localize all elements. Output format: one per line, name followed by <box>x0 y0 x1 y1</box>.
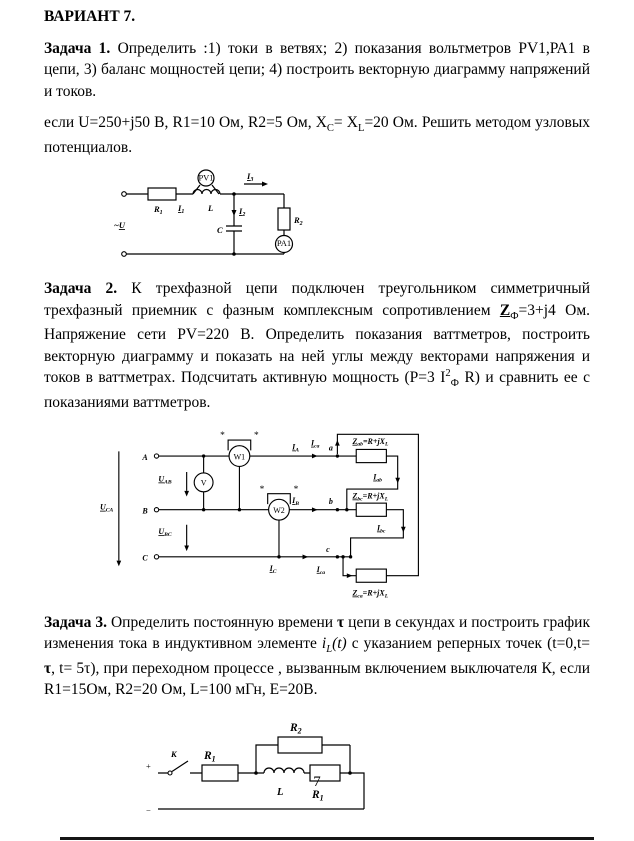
phase-lines <box>154 454 356 559</box>
wattmeter-w1 <box>220 431 259 510</box>
node-c-label: c <box>326 545 330 555</box>
wires <box>126 194 284 254</box>
z-ab-label: $Z_{ab}=R+jX_L$ <box>352 436 389 448</box>
task3-paragraph <box>44 612 590 701</box>
task1-circuit-diagram <box>114 164 314 268</box>
w2-star-icon: * <box>259 484 265 495</box>
ammeter-pa1 <box>276 236 293 253</box>
node-a-label: a <box>328 443 333 453</box>
r2-label: $R_2$ <box>290 721 302 736</box>
w1-label: W1 <box>233 452 246 462</box>
load-z-ab <box>356 450 386 463</box>
task3-body: Определить постоянную времени τ цепи в секундах и построить график изменения тока в индуктивном элементе $i_L(t)$ с указанием реперных точек (t=0,t= τ, t= 5τ), при переходном процессе , вызванным включением выключателя К, если R1=15Ом, R2=20 Ом, L=100 мГн, E=20В. <box>44 614 591 699</box>
line-current-arrows <box>303 454 318 560</box>
phase-c-label: C <box>142 553 148 563</box>
task1-params: если U=250+j50 В, R1=10 Ом, R2=5 Ом, $X_C= X_L=20$ Ом. Решить методом узловых потенциалов. <box>44 114 590 156</box>
pv1-label: PV1 <box>198 172 214 183</box>
task2-body: К трехфазной цепи подключен треугольником симметричный трехфазный приемник с фазным комплексным сопротивлением $Z_Ф=3+j4$ Ом. Напряжение сети PV=220 В. Определить показания ваттметров, построить векторную диаграмму и показать на ней углы между векторами напряжения и токов в ваттметрах. Подсчитать активную мощность (P=3 $I^2_Ф$ R) и сравнить ее с показаниями ваттметров. <box>44 280 591 411</box>
task1-heading: Задача 1. <box>44 40 111 57</box>
plus-terminal-label: + <box>146 760 151 771</box>
inductor-l <box>264 768 304 773</box>
w1-star-icon: * <box>254 431 259 442</box>
i-ca-top-label: $I_{ca}$ <box>311 438 320 450</box>
i-bc-label: $I_{bc}$ <box>376 523 386 535</box>
r1-label: $R_1$ <box>154 204 163 217</box>
z-bc-label: $Z_{bc}=R+jX_L$ <box>352 491 389 503</box>
w2-label: W2 <box>273 506 285 516</box>
task3-heading: Задача 3. <box>44 614 107 632</box>
load-z-ca <box>356 569 386 582</box>
u-ab-label: $U_{AB}$ <box>158 474 172 486</box>
task2-paragraph <box>44 278 590 413</box>
w1-star-icon: * <box>220 431 225 442</box>
capacitor-c <box>226 226 242 231</box>
l-label: L <box>208 203 214 214</box>
i-a-label: $I_A$ <box>292 442 300 454</box>
r1-left-label: $R_1$ <box>204 749 216 764</box>
task2-circuit-diagram <box>100 423 425 604</box>
r2-label: $R_2$ <box>294 215 303 228</box>
i3-label: $I_3$ <box>247 171 254 184</box>
task1-body: Определить :1) токи в ветвях; 2) показания вольтметров PV1,РА1 в цепи, 3) баланс мощностей цепи; 4) построить векторную диаграмму напряжений и токов. <box>44 40 590 100</box>
task1-paragraph <box>44 38 590 102</box>
c-label: C <box>217 225 223 236</box>
resistor-r2 <box>278 208 290 230</box>
node-dot <box>232 252 236 256</box>
resistor-r2 <box>278 737 322 753</box>
phase-a-label: A <box>142 452 148 462</box>
i-b-label: $I_B$ <box>292 496 300 508</box>
resistor-r1 <box>148 188 176 200</box>
bottom-border-line <box>60 837 594 840</box>
l-label: L <box>277 786 284 798</box>
i1-label: $I_1$ <box>178 203 185 216</box>
z-ca-label: $Z_{ca}=R+jX_L$ <box>352 588 389 600</box>
voltage-arrows <box>116 451 189 566</box>
v-label: V <box>200 478 207 488</box>
u-ca-label: $U_{CA}$ <box>100 502 114 514</box>
i-ab-label: $I_{ab}$ <box>373 472 382 484</box>
phase-b-label: B <box>142 506 148 516</box>
page-number: 7 <box>313 774 321 790</box>
pa1-label: PA1 <box>276 238 292 249</box>
u-bc-label: $U_{BC}$ <box>158 527 172 539</box>
page-title: ВАРИАНТ 7. <box>44 8 136 25</box>
switch-k <box>168 761 188 775</box>
i-ca-bottom-label: $I_{ca}$ <box>316 564 326 576</box>
minus-terminal-label: − <box>146 804 151 815</box>
voltmeter-pv1 <box>193 170 219 194</box>
node-dot <box>232 192 236 196</box>
load-z-bc <box>356 503 386 516</box>
task3-circuit-diagram <box>144 711 394 829</box>
r1-right-label: $R_1$ <box>312 788 324 803</box>
voltmeter-v <box>194 456 213 510</box>
i-c-label: $I_C$ <box>269 564 277 575</box>
w2-star-icon: * <box>293 484 299 495</box>
task2-heading: Задача 2. <box>44 280 118 298</box>
node-b-label: b <box>328 497 333 507</box>
source-label: ~U <box>114 220 125 231</box>
i2-label: $I_2$ <box>239 206 246 219</box>
switch-k-label: К <box>171 748 177 759</box>
current-arrows <box>232 182 269 217</box>
